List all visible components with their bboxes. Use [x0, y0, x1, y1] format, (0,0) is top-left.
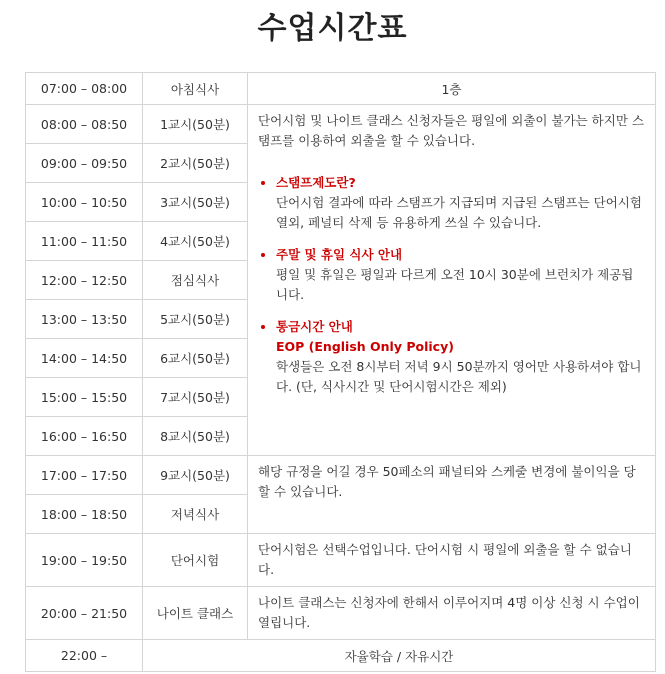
time-cell: 14:00 – 14:50	[26, 339, 143, 378]
period-cell: 5교시(50분)	[143, 300, 248, 339]
period-cell: 1교시(50분)	[143, 105, 248, 144]
period-cell: 7교시(50분)	[143, 378, 248, 417]
period-cell: 단어시험	[143, 534, 248, 587]
table-row	[26, 534, 656, 587]
table-row	[26, 587, 656, 640]
time-cell: 15:00 – 15:50	[26, 378, 143, 417]
time-cell: 17:00 – 17:50	[26, 456, 143, 495]
night-class-note	[248, 587, 656, 640]
time-cell: 20:00 – 21:50	[26, 587, 143, 640]
list-item	[276, 245, 645, 305]
weekend-text: 평일 및 휴일은 평일과 다르게 오전 10시 30분에 브런치가 제공됩니다.	[276, 267, 634, 302]
time-cell: 16:00 – 16:50	[26, 417, 143, 456]
time-cell: 19:00 – 19:50	[26, 534, 143, 587]
stamp-title: • 스탬프제도란?	[276, 175, 356, 190]
curfew-title: • 통금시간 안내	[276, 319, 353, 334]
time-cell: 13:00 – 13:50	[26, 300, 143, 339]
time-cell: 08:00 – 08:50	[26, 105, 143, 144]
period-cell: 나이트 클래스	[143, 587, 248, 640]
table-row	[26, 456, 656, 495]
period-cell: 저녁식사	[143, 495, 248, 534]
time-cell: 11:00 – 11:50	[26, 222, 143, 261]
self-study-cell: 자율학습 / 자유시간	[143, 640, 656, 672]
period-cell: 3교시(50분)	[143, 183, 248, 222]
eop-text: 학생들은 오전 8시부터 저녁 9시 50분까지 영어만 사용하셔야 합니다. (단, 식사시간 및 단어시험시간은 제외)	[276, 359, 642, 394]
rules-note	[248, 105, 656, 456]
time-cell: 22:00 –	[26, 640, 143, 672]
time-cell: 18:00 – 18:50	[26, 495, 143, 534]
eop-title: EOP (English Only Policy)	[276, 339, 454, 354]
time-cell: 07:00 – 08:00	[26, 73, 143, 105]
schedule-table	[25, 72, 656, 672]
period-cell: 4교시(50분)	[143, 222, 248, 261]
weekend-title: • 주말 및 휴일 식사 안내	[276, 247, 403, 262]
time-cell: 09:00 – 09:50	[26, 144, 143, 183]
stamp-text: 단어시험 결과에 따라 스탬프가 지급되며 지급된 스탬프는 단어시험 열외, 페널티 삭제 등 유용하게 쓰실 수 있습니다.	[276, 195, 642, 230]
list-item	[276, 173, 645, 233]
time-cell: 10:00 – 10:50	[26, 183, 143, 222]
period-cell: 2교시(50분)	[143, 144, 248, 183]
list-item	[276, 317, 645, 397]
penalty-note	[248, 456, 656, 534]
night-class-text: 나이트 클래스는 신청자에 한해서 이루어지며 4명 이상 신청 시 수업이 열립니다.	[258, 595, 640, 630]
period-cell: 9교시(50분)	[143, 456, 248, 495]
period-cell: 6교시(50분)	[143, 339, 248, 378]
period-cell: 점심식사	[143, 261, 248, 300]
period-cell: 8교시(50분)	[143, 417, 248, 456]
table-row	[26, 73, 656, 105]
period-cell: 아침식사	[143, 73, 248, 105]
vocab-test-note	[248, 534, 656, 587]
floor-label: 1층	[248, 73, 656, 105]
table-row	[26, 640, 656, 672]
time-cell: 12:00 – 12:50	[26, 261, 143, 300]
penalty-text: 해당 규정을 어길 경우 50페소의 패널티와 스케줄 변경에 불이익을 당할 수 있습니다.	[258, 464, 636, 499]
rules-list	[258, 173, 645, 397]
vocab-test-text: 단어시험은 선택수업입니다. 단어시험 시 평일에 외출을 할 수 없습니다.	[258, 542, 632, 577]
page-title: 수업시간표	[257, 11, 408, 46]
intro-text: 단어시험 및 나이트 클래스 신청자들은 평일에 외출이 불가는 하지만 스탬프를 이용하여 외출을 할 수 있습니다.	[258, 113, 644, 148]
table-row	[26, 105, 656, 144]
